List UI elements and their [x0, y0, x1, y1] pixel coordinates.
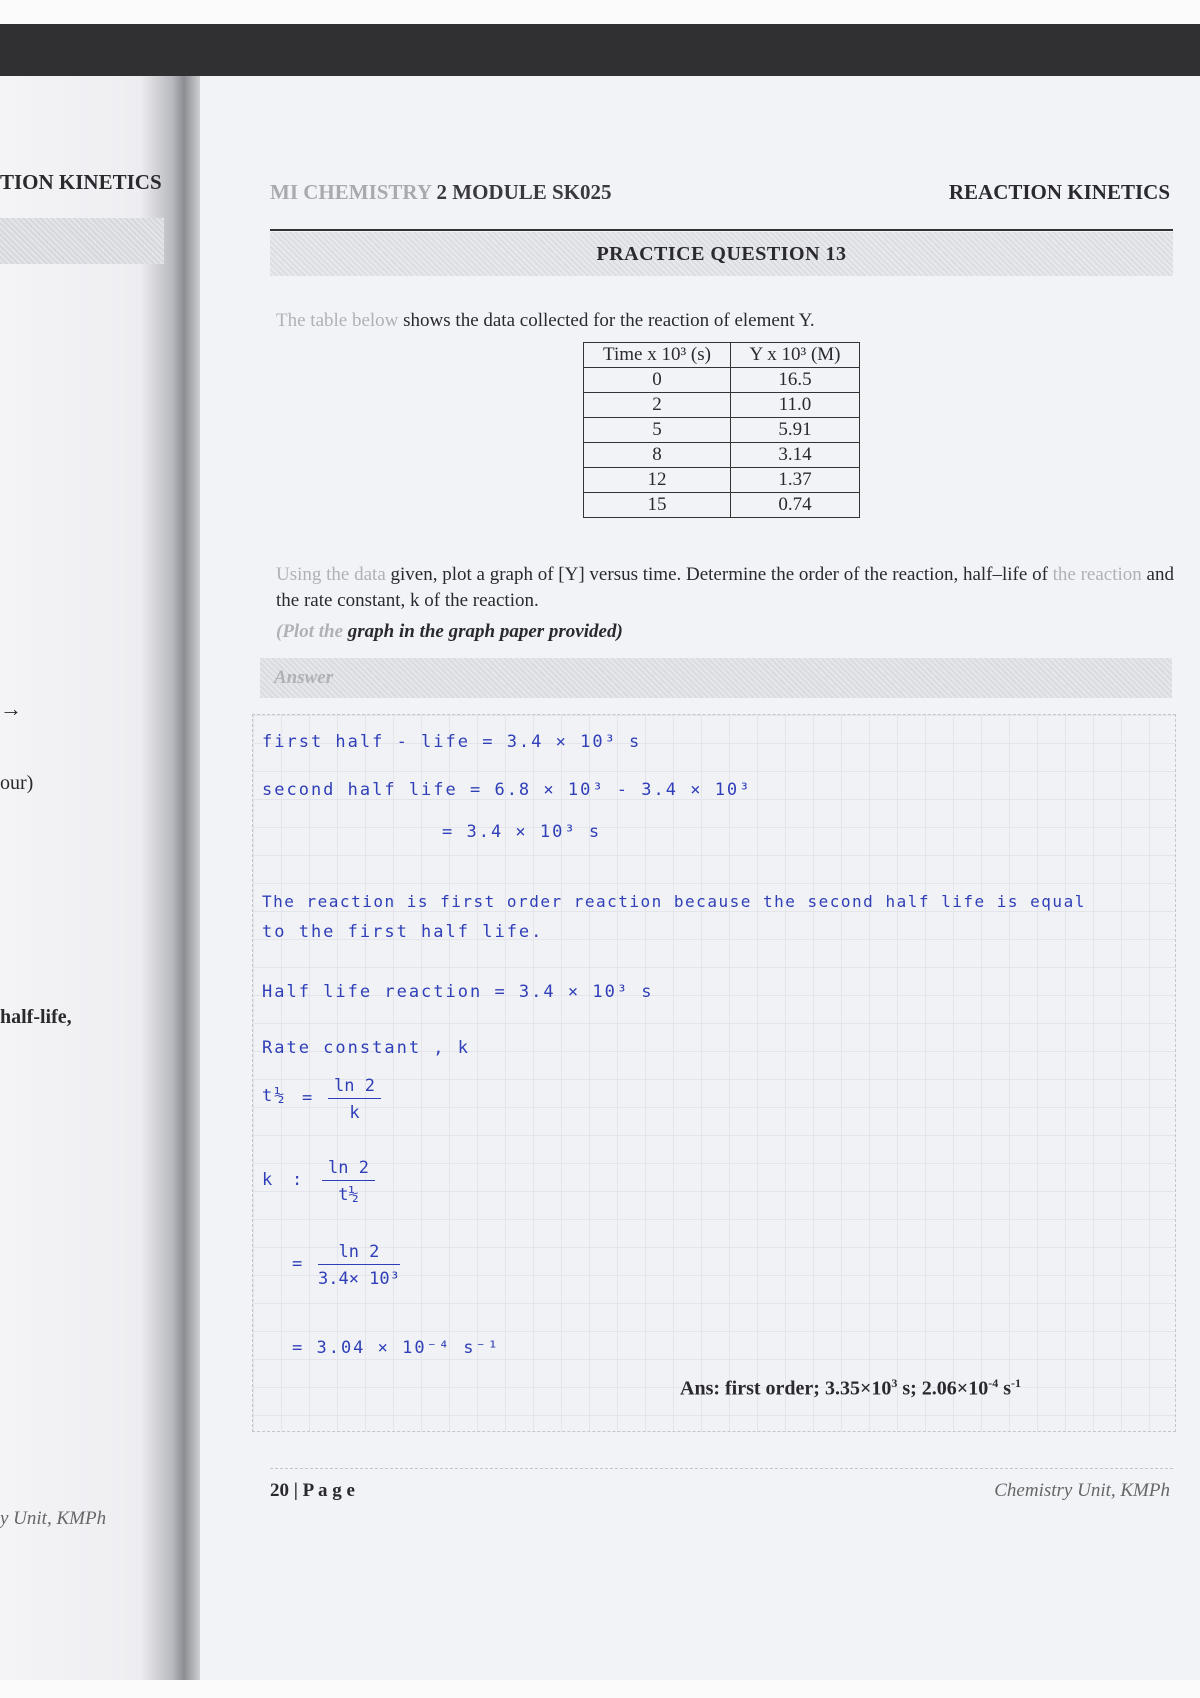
- handwriting-half-life-value: Half life reaction = 3.4 × 10³ s: [262, 982, 654, 1002]
- fraction-ln2-over-k: $\frac{\ln 2}{k}$: [328, 1076, 381, 1123]
- left-page-title: TION KINETICS: [0, 170, 162, 194]
- handwriting-equals-2: :: [292, 1170, 305, 1190]
- table-row: 12 1.37: [584, 468, 860, 493]
- left-page-footer: y Unit, KMPh: [0, 1508, 107, 1529]
- question-instruction: Using the data given, plot a graph of [Y] versus time. Determine the order of the reaction, half–life of the reaction and the rate constant, k of the reaction.: [276, 564, 1174, 611]
- table-row: 0 16.5: [584, 368, 860, 393]
- question-intro: The table below shows the data collected for the reaction of element Y.: [276, 310, 815, 331]
- handwriting-second-half-life-result: = 3.4 × 10³ s: [442, 822, 602, 842]
- table-row: 8 3.14: [584, 443, 860, 468]
- page-number: 20 | P a g e: [270, 1480, 355, 1501]
- final-answer: Ans: first order; $3.35\times 10^3$ s; $2.06\times 10^{-4}$ $s^{-1}$: [680, 1376, 1021, 1400]
- table-header-time: Time x 10³ (s): [584, 343, 731, 368]
- table-header-row: [584, 343, 860, 368]
- header-rule: [270, 229, 1173, 231]
- handwriting-t-half: t½: [262, 1086, 287, 1106]
- footer-rule: [270, 1468, 1173, 1470]
- handwriting-reason-line2: to the first half life.: [262, 922, 544, 942]
- data-table: [583, 342, 860, 518]
- left-page: [0, 76, 200, 1680]
- scan-dark-band: [0, 24, 1200, 76]
- handwriting-first-half-life: first half - life = 3.4 × 10³ s: [262, 732, 642, 752]
- right-arrow-icon: →: [0, 696, 22, 721]
- module-header: MI CHEMISTRY 2 MODULE SK025: [270, 180, 612, 204]
- table-row: 5 5.91: [584, 418, 860, 443]
- scan-bottom-margin: [0, 1680, 1200, 1698]
- handwriting-rate-constant: Rate constant , k: [262, 1038, 470, 1058]
- handwriting-second-half-life: second half life = 6.8 × 10³ - 3.4 × 10³: [262, 780, 752, 800]
- fraction-ln2-over-t-half: $\frac{\ln 2}{\text{t½}}$: [322, 1158, 375, 1205]
- table-row: 2 11.0: [584, 393, 860, 418]
- handwriting-equals-1: =: [302, 1088, 315, 1108]
- scan-top-margin: [0, 0, 1200, 24]
- chapter-header: REACTION KINETICS: [948, 180, 1170, 204]
- handwriting-equals-3: =: [292, 1254, 305, 1274]
- answer-label: Answer: [260, 658, 1172, 698]
- table-row: 15 0.74: [584, 493, 860, 518]
- left-page-fragment-hour: our): [0, 772, 34, 794]
- handwriting-reason-line1: The reaction is first order reaction because the second half life is equal: [262, 892, 1086, 911]
- left-page-fragment-half-life: half-life,: [0, 1006, 72, 1028]
- handwriting-k-lhs: k: [262, 1170, 275, 1190]
- table-header-y: Y x 10³ (M): [731, 343, 860, 368]
- fraction-ln2-over-value: $\frac{\ln 2}{\text{3.4× 10³}}$: [318, 1242, 400, 1289]
- left-page-shade-bar: [0, 218, 164, 264]
- right-page: [200, 76, 1200, 1680]
- graph-note: (Plot the graph in the graph paper provided): [276, 621, 623, 642]
- answer-grid: [252, 714, 1176, 1432]
- handwriting-rate-constant-result: = 3.04 × 10⁻⁴ s⁻¹: [292, 1338, 500, 1358]
- practice-question-title: PRACTICE QUESTION 13: [270, 232, 1173, 276]
- footer-unit: Chemistry Unit, KMPh: [994, 1480, 1170, 1501]
